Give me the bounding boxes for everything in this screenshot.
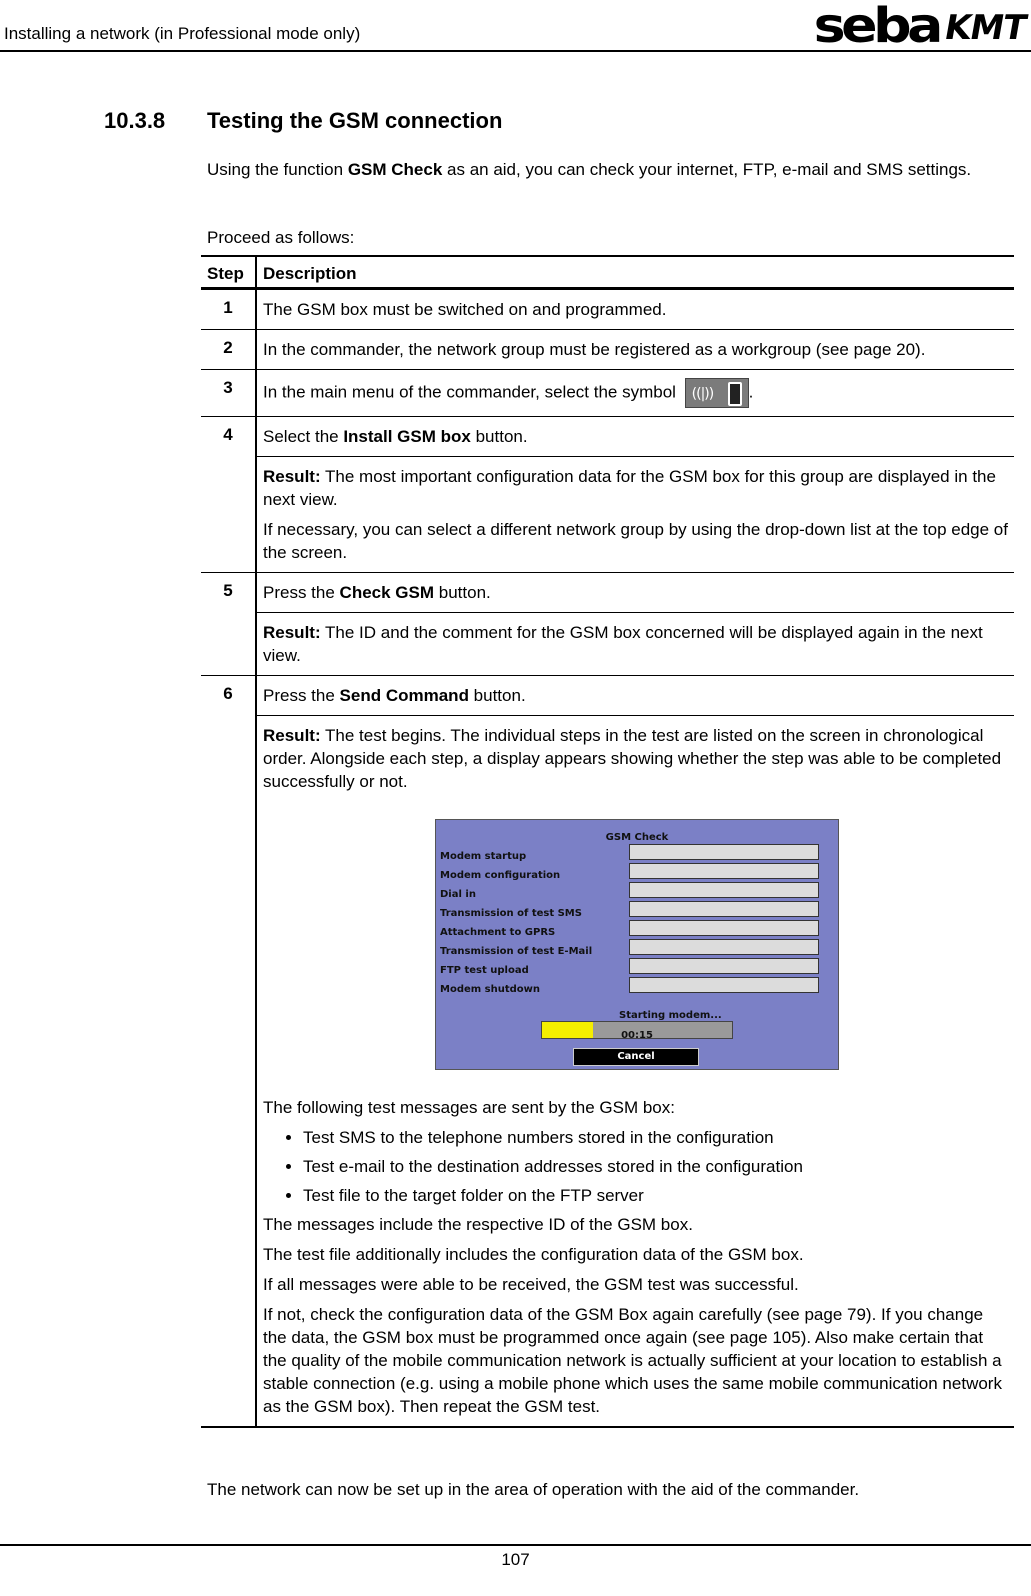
result-label: Result: <box>263 622 321 642</box>
step-description <box>256 369 1014 416</box>
section-title: Testing the GSM connection <box>207 108 503 133</box>
step-bold: Check GSM <box>339 582 435 602</box>
list-item: • Test SMS to the telephone numbers stored in the configuration <box>303 1126 1008 1149</box>
result-label: Result: <box>263 466 321 486</box>
intro-bold: GSM Check <box>347 160 443 179</box>
footer-rule <box>0 1544 1031 1546</box>
gsm-symbol-icon <box>685 378 749 408</box>
test-step-label: Transmission of test SMS <box>440 907 582 919</box>
test-step-status <box>629 882 819 898</box>
table-row <box>201 416 1014 456</box>
header-title: Installing a network (in Professional mode only) <box>4 24 361 43</box>
step-text: In the main menu of the commander, select the symbol <box>263 381 681 401</box>
proceed-text: Proceed as follows: <box>207 228 355 247</box>
status-text: Starting modem... <box>619 1009 722 1021</box>
result-paragraph <box>263 465 1008 511</box>
test-step-status <box>629 901 819 917</box>
test-step-label: Dial in <box>440 888 476 900</box>
step-number: 4 <box>201 416 256 572</box>
messages-intro: The following test messages are sent by the GSM box: <box>263 1097 675 1117</box>
test-step-label: Modem shutdown <box>440 983 541 995</box>
result-paragraph <box>263 724 1008 793</box>
table-row <box>201 612 1014 675</box>
sebakmt-logo <box>813 0 1029 54</box>
step-bold: Install GSM box <box>343 426 471 446</box>
section-number: 10.3.8 <box>104 108 166 133</box>
logo-seba: seba <box>813 0 939 54</box>
step-result <box>256 715 1014 1427</box>
col-desc-header: Description <box>256 256 1014 288</box>
step-text: Press the <box>263 582 340 602</box>
step-bold: Send Command <box>339 685 469 705</box>
cancel-button[interactable]: Cancel <box>573 1048 699 1066</box>
table-row <box>201 572 1014 612</box>
step-number: 6 <box>201 675 256 1427</box>
info-paragraph: The test file additionally includes the configuration data of the GSM box. <box>263 1244 804 1264</box>
test-step-label: Modem configuration <box>440 869 561 881</box>
test-step-status <box>629 939 819 955</box>
test-step-status <box>629 977 819 993</box>
step-number: 1 <box>201 288 256 329</box>
test-step-label: Transmission of test E-Mail <box>440 945 593 957</box>
test-step-status <box>629 920 819 936</box>
intro-paragraph <box>207 158 1017 181</box>
page-header <box>0 0 1031 52</box>
table-row <box>201 675 1014 715</box>
messages-list <box>263 1126 1008 1207</box>
screenshot-title: GSM Check <box>605 831 669 843</box>
info-paragraph: If all messages were able to be received, the GSM test was successful. <box>263 1274 799 1294</box>
extra-paragraph: If necessary, you can select a different network group by using the drop-down list at the top edge of the screen. <box>263 519 1008 562</box>
table-row <box>201 329 1014 369</box>
step-number: 5 <box>201 572 256 675</box>
gsm-check-screenshot <box>435 819 839 1070</box>
step-action <box>256 675 1014 715</box>
step-text: button. <box>468 685 526 705</box>
col-step-header: Step <box>201 256 256 288</box>
step-number: 3 <box>201 369 256 416</box>
step-result <box>256 612 1014 675</box>
step-number: 2 <box>201 329 256 369</box>
intro-text-1: Using the function <box>207 160 348 179</box>
test-step-label: FTP test upload <box>440 964 529 976</box>
logo-kmt: KMT <box>941 8 1029 48</box>
elapsed-time: 00:15 <box>621 1029 653 1041</box>
page-number: 107 <box>501 1550 530 1569</box>
step-result <box>256 456 1014 572</box>
result-label: Result: <box>263 725 321 745</box>
closing-text: The network can now be set up in the area of operation with the aid of the commander. <box>207 1480 860 1499</box>
intro-text-2: as an aid, you can check your internet, FTP, e-mail and SMS settings. <box>442 160 972 179</box>
table-row <box>201 715 1014 1427</box>
step-action <box>256 416 1014 456</box>
test-step-label: Attachment to GPRS <box>440 926 556 938</box>
result-text: The most important configuration data for the GSM box for this group are displayed in the next view. <box>263 466 996 509</box>
test-step-label: Modem startup <box>440 850 527 862</box>
table-row <box>201 288 1014 329</box>
test-step-status <box>629 958 819 974</box>
list-item: • Test e-mail to the destination addresses stored in the configuration <box>303 1155 1008 1178</box>
list-item: • Test file to the target folder on the FTP server <box>303 1184 1008 1207</box>
step-action <box>256 572 1014 612</box>
test-step-status <box>629 863 819 879</box>
step-description: In the commander, the network group must be registered as a workgroup (see page 20). <box>256 329 1014 369</box>
step-text: Press the <box>263 685 340 705</box>
step-text: button. <box>434 582 491 602</box>
result-text: The test begins. The individual steps in the test are listed on the screen in chronological order. Alongside each step, a display appears showing whether the step was able to be completed successfully or not. <box>263 725 1002 791</box>
antenna-icon: ((|)) <box>691 385 714 402</box>
progress-bar <box>541 1021 733 1039</box>
phone-icon <box>728 382 742 406</box>
table-row <box>201 456 1014 572</box>
steps-table <box>201 255 1014 1428</box>
info-paragraph: The messages include the respective ID of the GSM box. <box>263 1214 693 1234</box>
table-row <box>201 369 1014 416</box>
test-step-status <box>629 844 819 860</box>
result-text: The ID and the comment for the GSM box concerned will be displayed again in the next view. <box>263 622 983 665</box>
step-text-end: . <box>748 381 754 401</box>
step-description: The GSM box must be switched on and programmed. <box>256 288 1014 329</box>
info-paragraph: If not, check the configuration data of the GSM Box again carefully (see page 79). If you change the data, the GSM box must be programmed once again (see page 105). Also make certain that the quality of the mobile communication network is actually sufficient at your location to establish a stable connection (e.g. using a mobile phone which uses the same mobile communication network as the GSM box). Then repeat the GSM test. <box>263 1304 1002 1416</box>
table-header-row <box>201 256 1014 288</box>
step-text: Select the <box>263 426 344 446</box>
step-text: button. <box>470 426 528 446</box>
